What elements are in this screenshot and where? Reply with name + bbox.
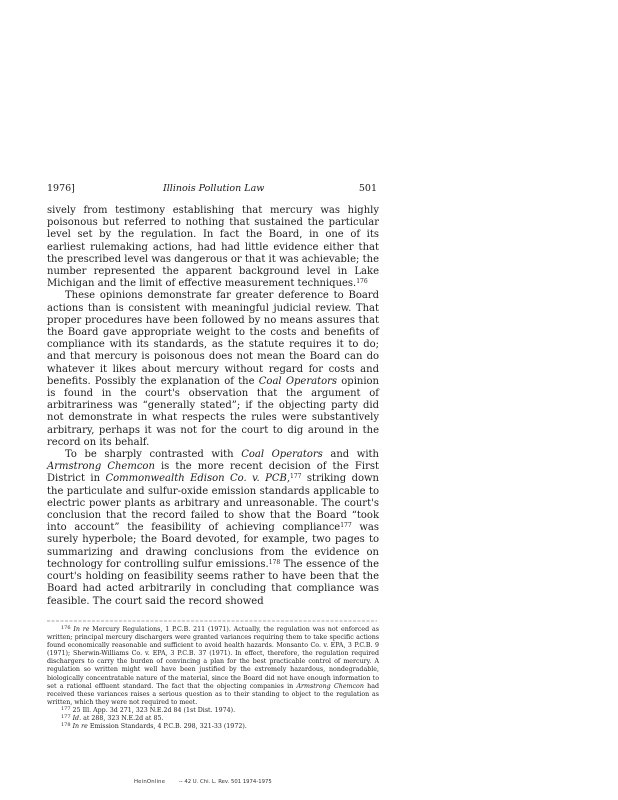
- header-year: 1976]: [47, 183, 75, 194]
- case-name: Commonwealth Edison Co. v. PCB,: [105, 473, 291, 485]
- running-head: [47, 183, 377, 197]
- paragraph-1: sively from testimony establishing that mercury was highly poisonous but referred to nothing that sustained the particular level set by the regulation. In fact the Board, in one of its earliest rulemaking actions, had had little evidence either that the prescribed level was dangerous or that it was achievable; the number represented the apparent background level in Lake Michigan and the limit of effective measurement techniques.$^{176}$: [47, 205, 379, 290]
- footnote-178: $^{178}$ In re Emission Standards, 4 P.C.B. 298, 321-33 (1972).: [61, 722, 247, 731]
- source-watermark: [134, 779, 334, 785]
- body-text: [47, 205, 379, 608]
- case-name: Coal Operators: [258, 375, 338, 387]
- footnote-177: $^{177}$ 25 Ill. App. 3d 271, 323 N.E.2d 84 (1st Dist. 1974).: [61, 705, 236, 714]
- footnote-177b: $^{177}$ Id. at 288, 323 N.E.2d at 85.: [61, 714, 164, 723]
- paragraph-3: To be sharply contrasted with Coal Operators and with Armstrong Chemcon is the more recent decision of the First District in Commonwealth Edison Co. v. PCB,$^{177}$ striking down the particulate and sulfur-oxide emission standards applicable to electric power plants as arbitrary and unreasonable. The court's conclusion that the record failed to show that the Board “took into account” the feasibility of achieving compliance$^{177}$ was surely hyperbole; the Board devoted, for example, two pages to summarizing and drawing conclusions from the evidence on technology for controlling sulfur emissions.$^{178}$ The essence of the court's holding on feasibility seems rather to have been that the Board had acted arbitrarily in concluding that compliance was feasible. The court said the record showed: [47, 449, 379, 607]
- case-name: Coal Operators: [241, 449, 323, 461]
- header-page-number: 501: [358, 183, 377, 194]
- footnote-ref[interactable]: 177: [340, 522, 352, 530]
- footnote-ref[interactable]: 176: [356, 278, 368, 286]
- paragraph-2: These opinions demonstrate far greater deference to Board actions than is consistent with meaningful judicial review. That proper procedures have been followed by no means assures that the Board gave appropriate weight to the costs and benefits of compliance with its standards, as the statute requires it to do; and that mercury is poisonous does not mean the Board can do whatever it likes about mercury without regard for costs and benefits. Possibly the explanation of the Coal Operators opinion is found in the court's observation that the argument of arbitrariness was “generally stated”; if the objecting party did not demonstrate in what respects the rules were substantively arbitrary, perhaps it was not for the court to dig around in the record on its behalf.: [47, 290, 379, 448]
- footnote-ref[interactable]: 178: [268, 558, 281, 566]
- footnote-divider: [47, 620, 377, 622]
- footnote-176: $^{176}$ In re Mercury Regulations, 1 P.C.B. 211 (1971). Actually, the regulation was not enforced as written; principal mercury dischargers were granted variances requiring them to take specific actions found economically reasonable and sufficient to avoid health hazards. Monsanto Co. v. EPA, 3 P.C.B. 9 (1971); Sherwin-Williams Co. v. EPA, 3 P.C.B. 37 (1971). In effect, therefore, the regulation required dischargers to carry the burden of convincing a plan for the best practicable control of mercury. A regulation so written might well have been justified by the extremely hazardous, nondegradable, biologically concentratable nature of the material, since the Board did not have enough information to set a rational effluent standard. The fact that the objecting companies in Armstrong Chemcon had received these variances raises a serious question as to their standing to object to the regulation as written, which they were not required to meet.: [47, 625, 379, 706]
- case-name: Armstrong Chemcon: [47, 461, 155, 473]
- watermark-source: HeinOnline: [134, 779, 166, 785]
- header-title: Illinois Pollution Law: [163, 183, 265, 194]
- footnote-ref[interactable]: 177: [290, 473, 302, 481]
- footnotes: [47, 626, 379, 731]
- watermark-citation: -- 42 U. Chi. L. Rev. 501 1974-1975: [178, 779, 272, 785]
